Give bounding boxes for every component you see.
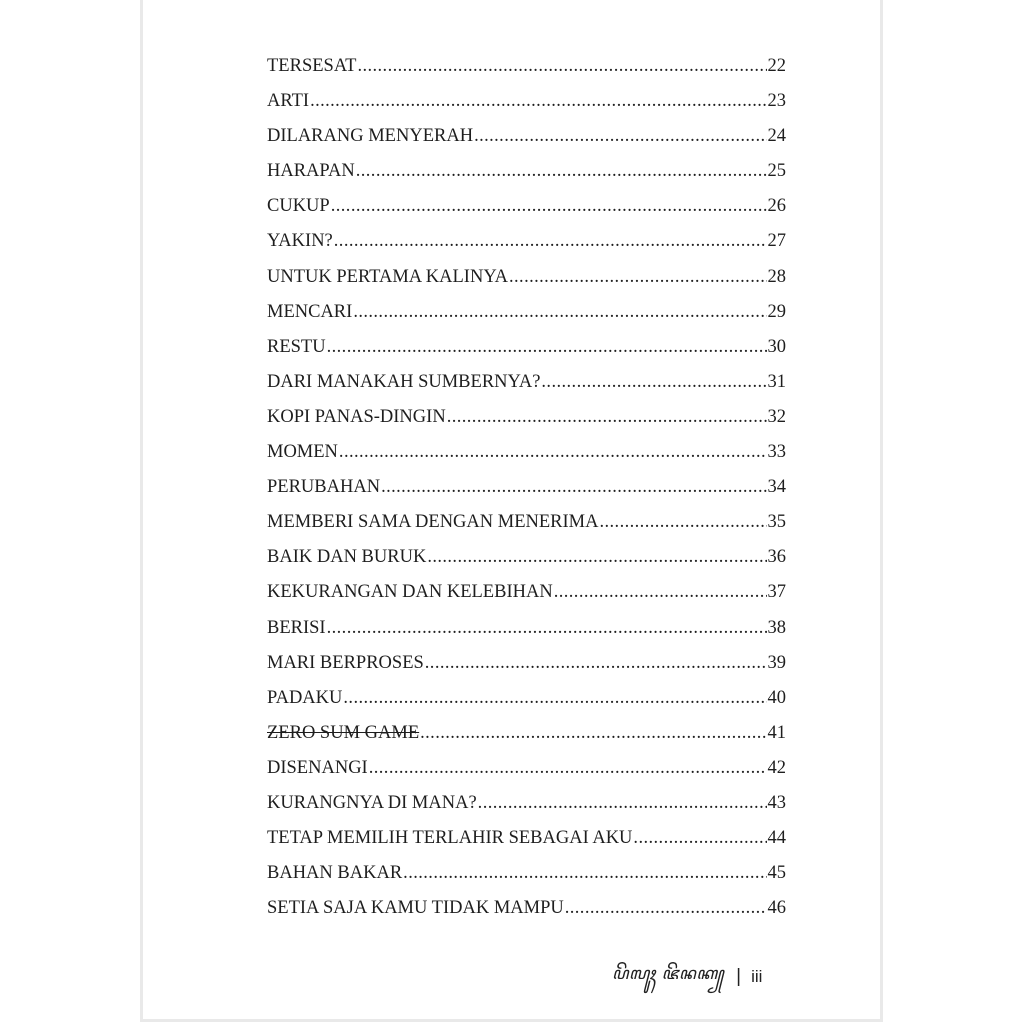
toc-entry-page: 41 xyxy=(767,722,786,743)
toc-entry[interactable] xyxy=(267,196,786,231)
toc-dot-leader xyxy=(478,793,767,814)
toc-entry-page: 42 xyxy=(767,757,786,778)
toc-dot-leader xyxy=(369,758,767,779)
toc-dot-leader xyxy=(327,337,767,358)
toc-entry-title: MEMBERI SAMA DENGAN MENERIMA xyxy=(267,512,599,533)
toc-entry-page: 43 xyxy=(767,792,786,813)
toc-entry[interactable] xyxy=(267,898,786,933)
toc-entry-title: YAKIN? xyxy=(267,231,333,252)
toc-entry[interactable] xyxy=(267,793,786,828)
toc-dot-leader xyxy=(599,512,766,533)
toc-entry-title: BAHAN BAKAR xyxy=(267,863,403,884)
toc-entry-page: 23 xyxy=(767,91,786,112)
footer-separator: | xyxy=(736,966,742,987)
page-number: iii xyxy=(751,967,763,986)
toc-entry[interactable] xyxy=(267,56,786,91)
toc-entry-title: KEKURANGAN DAN KELEBIHAN xyxy=(267,582,553,603)
toc-entry-title: DARI MANAKAH SUMBERNYA? xyxy=(267,371,541,392)
toc-entry-title: PADAKU xyxy=(267,687,343,708)
toc-entry-title: TETAP MEMILIH TERLAHIR SEBAGAI AKU xyxy=(267,828,633,849)
toc-entry-page: 30 xyxy=(767,336,786,357)
toc-dot-leader xyxy=(353,302,766,323)
toc-entry-page: 28 xyxy=(767,266,786,287)
toc-entry-page: 44 xyxy=(767,828,786,849)
toc-dot-leader xyxy=(357,56,766,77)
toc-entry-page: 46 xyxy=(767,898,786,919)
toc-entry-title: UNTUK PERTAMA KALINYA xyxy=(267,266,508,287)
toc-dot-leader xyxy=(565,898,767,919)
toc-entry-title: CUKUP xyxy=(267,196,330,217)
toc-dot-leader xyxy=(474,126,766,147)
toc-entry[interactable] xyxy=(267,547,786,582)
toc-entry-title: HARAPAN xyxy=(267,161,355,182)
toc-dot-leader xyxy=(327,618,767,639)
toc-entry-title: ZERO SUM GAME xyxy=(267,722,420,743)
toc-entry-title: MOMEN xyxy=(267,442,338,463)
toc-entry[interactable] xyxy=(267,477,786,512)
toc-entry-title: RESTU xyxy=(267,336,326,357)
toc-entry[interactable] xyxy=(267,407,786,442)
toc-entry-page: 36 xyxy=(767,547,786,568)
toc-entry-title: SETIA SAJA KAMU TIDAK MAMPU xyxy=(267,898,564,919)
toc-entry[interactable] xyxy=(267,758,786,793)
toc-entry-page: 40 xyxy=(767,687,786,708)
toc-entry-title: TERSESAT xyxy=(267,56,357,76)
toc-entry-page: 32 xyxy=(767,406,786,427)
toc-entry-title: MENCARI xyxy=(267,301,353,322)
toc-entry[interactable] xyxy=(267,372,786,407)
toc-dot-leader xyxy=(331,196,767,217)
toc-dot-leader xyxy=(427,547,766,568)
toc-entry[interactable] xyxy=(267,231,786,266)
toc-entry[interactable] xyxy=(267,161,786,196)
table-of-contents xyxy=(267,56,786,933)
toc-entry[interactable] xyxy=(267,302,786,337)
toc-entry[interactable] xyxy=(267,126,786,161)
toc-dot-leader xyxy=(425,653,767,674)
book-title-script: ꦥꦼꦭꦸꦃ ꦗꦼꦤꦏ꧀ xyxy=(612,963,725,984)
toc-entry-page: 22 xyxy=(767,56,786,76)
toc-entry[interactable] xyxy=(267,91,786,126)
toc-entry-title: DILARANG MENYERAH xyxy=(267,126,474,147)
toc-entry-page: 31 xyxy=(767,371,786,392)
toc-entry-title: MARI BERPROSES xyxy=(267,652,424,673)
toc-dot-leader xyxy=(633,828,766,849)
toc-entry[interactable] xyxy=(267,863,786,898)
toc-dot-leader xyxy=(339,442,767,463)
toc-entry-page: 45 xyxy=(767,863,786,884)
toc-entry-title: KOPI PANAS-DINGIN xyxy=(267,406,446,427)
toc-entry-page: 27 xyxy=(767,231,786,252)
toc-entry[interactable] xyxy=(267,653,786,688)
toc-entry[interactable] xyxy=(267,688,786,723)
toc-entry-title: BAIK DAN BURUK xyxy=(267,547,427,568)
toc-entry[interactable] xyxy=(267,618,786,653)
toc-dot-leader xyxy=(356,161,767,182)
toc-entry-title: PERUBAHAN xyxy=(267,477,381,498)
toc-dot-leader xyxy=(334,231,767,252)
toc-dot-leader xyxy=(343,688,766,709)
toc-dot-leader xyxy=(554,582,767,603)
page-footer xyxy=(612,964,762,990)
toc-entry[interactable] xyxy=(267,267,786,302)
toc-dot-leader xyxy=(509,267,767,288)
toc-entry-title: KURANGNYA DI MANA? xyxy=(267,792,477,813)
toc-entry[interactable] xyxy=(267,828,786,863)
toc-entry-page: 29 xyxy=(767,301,786,322)
toc-entry-page: 37 xyxy=(767,582,786,603)
toc-entry-page: 33 xyxy=(767,442,786,463)
toc-entry-page: 25 xyxy=(767,161,786,182)
toc-entry-page: 35 xyxy=(767,512,786,533)
toc-entry[interactable] xyxy=(267,512,786,547)
toc-entry[interactable] xyxy=(267,582,786,617)
toc-entry-page: 34 xyxy=(767,477,786,498)
toc-entry-page: 38 xyxy=(767,617,786,638)
toc-dot-leader xyxy=(381,477,766,498)
toc-entry-page: 24 xyxy=(767,126,786,147)
toc-entry-title: BERISI xyxy=(267,617,326,638)
toc-dot-leader xyxy=(447,407,767,428)
toc-entry[interactable] xyxy=(267,442,786,477)
toc-entry[interactable] xyxy=(267,723,786,758)
toc-entry-title: DISENANGI xyxy=(267,757,368,778)
toc-entry[interactable] xyxy=(267,337,786,372)
toc-entry-title: ARTI xyxy=(267,91,310,112)
toc-entry-page: 26 xyxy=(767,196,786,217)
toc-dot-leader xyxy=(541,372,766,393)
toc-dot-leader xyxy=(310,91,766,112)
toc-dot-leader xyxy=(420,723,766,744)
toc-dot-leader xyxy=(403,863,766,884)
toc-entry-page: 39 xyxy=(767,652,786,673)
